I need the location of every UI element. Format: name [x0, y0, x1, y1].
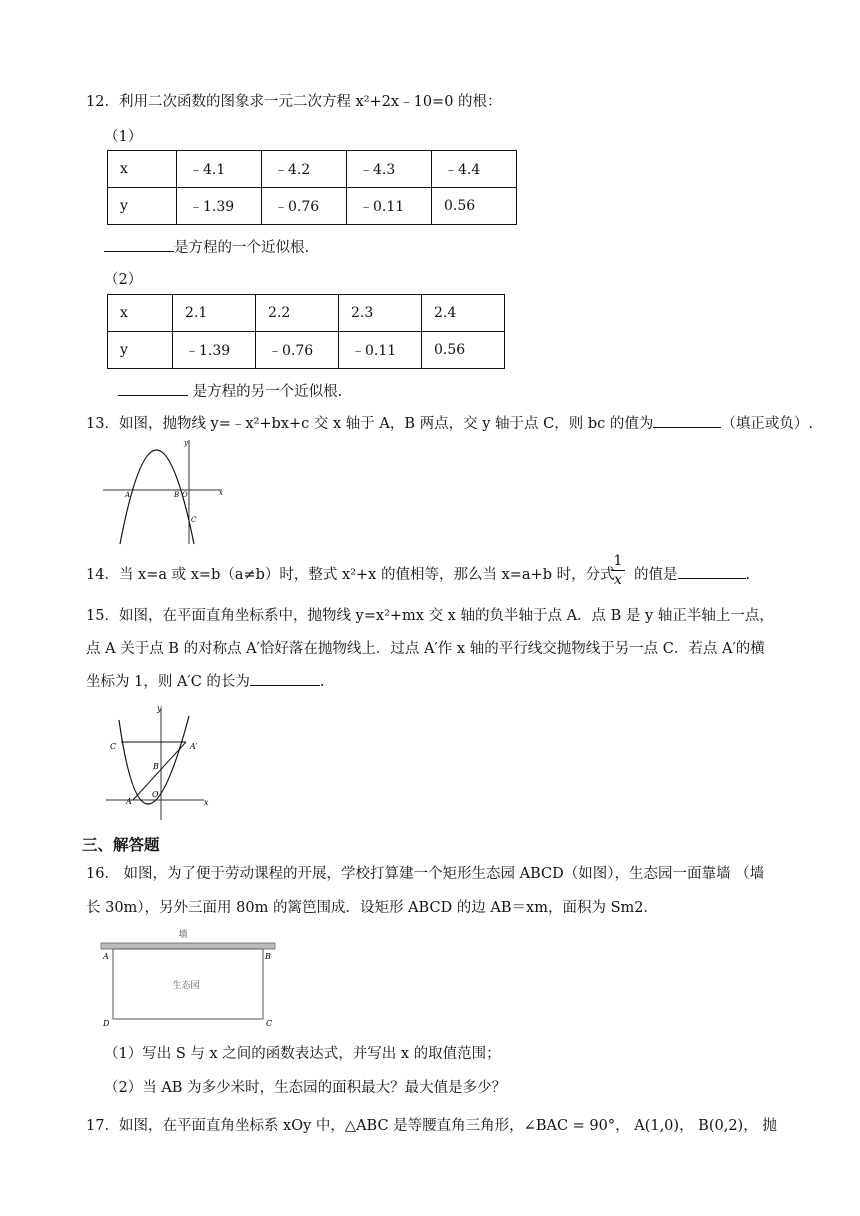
- q13-figure: [100, 436, 230, 548]
- label-O: O: [152, 790, 159, 799]
- q15-line3-text: 坐标为 1，则 A′C 的长为: [86, 674, 250, 690]
- table-cell: ﹣0.11: [347, 188, 432, 225]
- fraction-denominator: x: [611, 570, 625, 589]
- label-C: C: [266, 1019, 273, 1028]
- q12-stem: 12．利用二次函数的图象求一元二次方程 x²+2x﹣10=0 的根：: [86, 94, 502, 110]
- label-C: C: [191, 516, 197, 524]
- label-O: O: [182, 491, 188, 499]
- q14-stem-after: 的值是: [634, 567, 678, 583]
- section-title: 三、解答题: [82, 836, 160, 854]
- table-row: [108, 332, 505, 369]
- answer-suffix: 是方程的另一个近似根.: [192, 384, 343, 400]
- table-cell: 0.56: [432, 188, 517, 225]
- q12-part2-label: （2）: [104, 272, 143, 288]
- table-row: [108, 151, 517, 188]
- q15-line1: 15．如图，在平面直角坐标系中，抛物线 y=x²+mx 交 x 轴的负半轴于点 A．点 B 是 y 轴正半轴上一点，: [86, 608, 774, 624]
- table-cell: 2.1: [173, 295, 256, 332]
- label-B: B: [265, 952, 271, 961]
- q15-figure: [104, 702, 220, 822]
- q14-tail: [634, 563, 750, 584]
- label-y: y: [157, 704, 162, 713]
- q14-end: .: [745, 567, 751, 583]
- table-row: [108, 188, 517, 225]
- q16-line2: 长 30m），另外三面用 80m 的篱笆围成．设矩形 ABCD 的边 AB＝xm，面积为 Sm2．: [86, 900, 658, 916]
- table-cell: 2.2: [256, 295, 339, 332]
- q14-stem: [86, 563, 615, 584]
- answer-blank[interactable]: [104, 237, 174, 252]
- label-B: B: [174, 491, 180, 499]
- q15-end: .: [319, 674, 325, 690]
- label-y: y: [184, 439, 188, 447]
- table-cell: 0.56: [422, 332, 505, 369]
- table-cell: ﹣4.1: [177, 151, 262, 188]
- q12-part1-label: （1）: [104, 129, 143, 145]
- answer-suffix: 是方程的一个近似根.: [174, 240, 310, 256]
- table-cell: ﹣0.76: [256, 332, 339, 369]
- table-row: [108, 295, 505, 332]
- table-cell: ﹣1.39: [173, 332, 256, 369]
- table-cell: ﹣4.3: [347, 151, 432, 188]
- label-x: x: [219, 489, 223, 497]
- q14-stem-text: 14．当 x=a 或 x=b（a≠b）时，整式 x²+x 的值相等，那么当 x=a+b 时，分式: [86, 567, 615, 583]
- table-cell: y: [108, 188, 177, 225]
- q13-stem-text: 13．如图，抛物线 y=﹣x²+bx+c 交 x 轴于 A，B 两点，交 y 轴于点 C，则 bc 的值为: [86, 416, 654, 432]
- label-A: A: [126, 797, 132, 806]
- segment-aa: [133, 742, 186, 800]
- answer-blank[interactable]: [118, 381, 188, 396]
- q16-sub1: （1）写出 S 与 x 之间的函数表达式，并写出 x 的取值范围；: [104, 1046, 501, 1062]
- q13-stem-tail: （填正或负）.: [721, 416, 813, 432]
- label-C: C: [110, 742, 117, 751]
- q16-line1: 16． 如图，为了便于劳动课程的开展，学校打算建一个矩形生态园 ABCD（如图），生态园一面靠墙 （墙: [86, 866, 765, 882]
- table-cell: ﹣4.2: [262, 151, 347, 188]
- q16-sub2: （2）当 AB 为多少米时，生态园的面积最大？最大值是多少？: [104, 1080, 507, 1096]
- label-A: A: [125, 491, 131, 499]
- q14-fraction: [611, 552, 625, 589]
- q15-line2: 点 A 关于点 B 的对称点 A′恰好落在抛物线上．过点 A′作 x 轴的平行线交抛物线于另一点 C．若点 A′的横: [86, 641, 765, 657]
- fraction-numerator: 1: [613, 553, 623, 569]
- q15-line3: [86, 670, 325, 691]
- label-A-prime: A′: [190, 742, 198, 751]
- answer-blank[interactable]: [653, 413, 721, 428]
- answer-blank[interactable]: [678, 564, 746, 579]
- table-cell: x: [108, 295, 173, 332]
- label-garden: 生态园: [172, 981, 200, 991]
- label-A: A: [103, 952, 109, 961]
- label-x: x: [204, 798, 209, 807]
- table-cell: ﹣4.4: [432, 151, 517, 188]
- q12-table2: [107, 294, 505, 369]
- table-cell: ﹣0.76: [262, 188, 347, 225]
- q12-answer2: [118, 380, 342, 401]
- label-B: B: [153, 762, 159, 771]
- table-cell: ﹣1.39: [177, 188, 262, 225]
- answer-blank[interactable]: [250, 671, 320, 686]
- q16-figure: [96, 922, 286, 1032]
- q17-line1: 17．如图，在平面直角坐标系 xOy 中，△ABC 是等腰直角三角形，∠BAC = 90°， A(1,0)， B(0,2)， 抛: [86, 1118, 777, 1134]
- table-cell: x: [108, 151, 177, 188]
- wall-bar: [101, 943, 275, 949]
- label-D: D: [103, 1019, 110, 1028]
- q13-stem: [86, 412, 813, 433]
- table-cell: ﹣0.11: [339, 332, 422, 369]
- table-cell: 2.4: [422, 295, 505, 332]
- table-cell: y: [108, 332, 173, 369]
- table-cell: 2.3: [339, 295, 422, 332]
- q12-table1: [107, 150, 517, 225]
- label-wall: 墙: [178, 930, 188, 940]
- q12-answer1: [104, 236, 309, 257]
